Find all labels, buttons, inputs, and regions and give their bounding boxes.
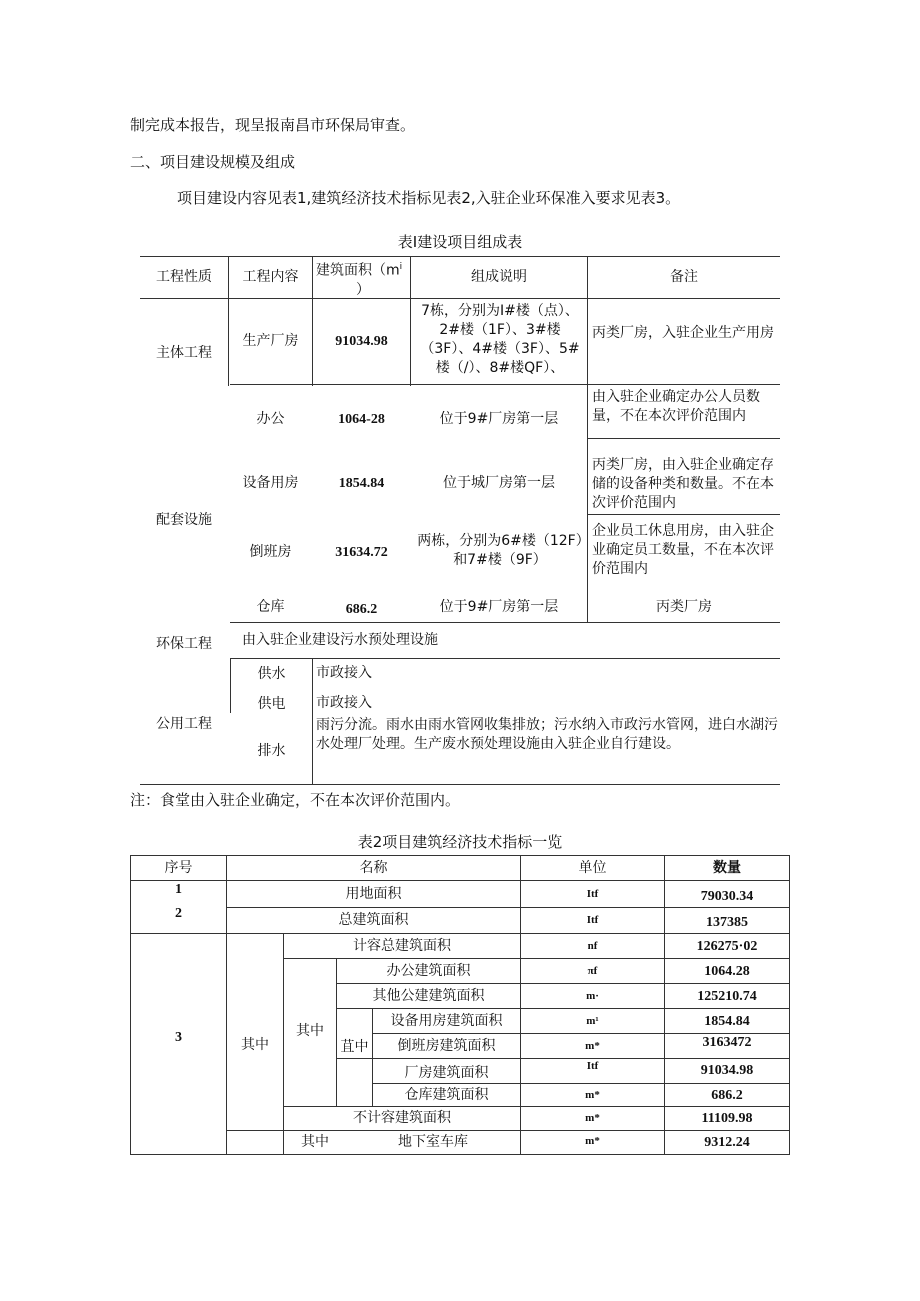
t1-header-area: 建筑面积（$m^i$ ）: [316, 262, 403, 298]
t2-row-unit: m*: [585, 1039, 600, 1052]
t1-support-desc: 位于9#厂房第一层: [439, 598, 559, 615]
t2-header-no: 序号: [164, 859, 193, 876]
t2-row-unit: m*: [585, 1088, 600, 1101]
t1-public-label: 排水: [257, 742, 286, 759]
t1-public-text: 市政接入: [316, 665, 372, 681]
t2-header-name: 名称: [359, 859, 388, 876]
t2-row-no: 3: [175, 1029, 182, 1045]
t1-support-area: 1064-28: [338, 411, 385, 427]
t1-support-content: 仓库: [256, 598, 285, 615]
t2-row-name: 办公建筑面积: [386, 962, 471, 979]
t2-row-qty: 3163472: [702, 1034, 752, 1050]
t1-support-area: 31634.72: [335, 544, 388, 560]
t2-row-name: 厂房建筑面积: [404, 1064, 489, 1081]
table1-caption: 表I建设项目组成表: [397, 233, 523, 251]
t2-row-name: 其他公建建筑面积: [372, 987, 485, 1004]
t2-row-name: 计容总建筑面积: [353, 937, 451, 954]
t1-header-desc: 组成说明: [471, 268, 527, 285]
t2-row-name: 总建筑面积: [338, 912, 409, 928]
t2-row-name: 设备用房建筑面积: [390, 1012, 503, 1029]
t1-public-text: 市政接入: [316, 695, 372, 711]
t1-support-area: 1854.84: [338, 475, 385, 491]
t1-support-content: 办公: [256, 410, 285, 427]
t1-main-remark: 丙类厂房，入驻企业生产用房: [592, 325, 774, 341]
t2-row-name: 倒班房建筑面积: [397, 1037, 496, 1054]
t1-env-text: 由入驻企业建设污水预处理设施: [242, 632, 438, 648]
t2-row-qty: 125210.74: [697, 988, 757, 1004]
t1-main-desc: 7栋，分别为I#楼（点）、2#楼（1F）、3#楼（3F）、4#楼（3F）、5#楼（/）、8#楼QF）、: [420, 303, 580, 376]
t2-row-unit: m·: [586, 989, 599, 1002]
t1-header-content: 工程内容: [242, 268, 299, 285]
t2-row-qty: 686.2: [711, 1087, 743, 1103]
t2-row-qty: 137385: [706, 915, 748, 930]
t2-row-unit: m¹: [586, 1014, 599, 1027]
t1-support-remark: 企业员工休息用房，由入驻企业确定员工数量，不在本次评价范围内: [592, 523, 774, 577]
t1-support-content: 倒班房: [249, 543, 292, 560]
t2-row-qty: 11109.98: [701, 1111, 753, 1126]
t2-group-label: 其中: [296, 1022, 324, 1039]
t1-env-nature: 环保工程: [156, 635, 212, 652]
t2-row-unit: πf: [587, 964, 598, 977]
t2-row-name: 仓库建筑面积: [404, 1086, 489, 1103]
table1-note: 注：食堂由入驻企业确定，不在本次评价范围内。: [130, 791, 461, 809]
t2-row-name: 不计容建筑面积: [353, 1110, 451, 1126]
t2-row-no: 2: [175, 905, 182, 921]
t2-row-unit: Itf: [586, 914, 599, 926]
t2-group-label: 其中: [241, 1036, 269, 1053]
t1-header-nature: 工程性质: [156, 268, 212, 285]
t2-row-unit: Itf: [586, 888, 599, 900]
t2-row-qty: 1064.28: [704, 963, 750, 979]
t2-row-qty: 126275·02: [696, 938, 758, 954]
t1-public-text: 雨污分流。雨水由雨水管网收集排放；污水纳入市政污水管网，进白水湖污水处理厂处理。生产废水预处理设施由入驻企业自行建设。: [316, 717, 778, 752]
t2-row-qty: 91034.98: [700, 1062, 754, 1078]
section-heading: 二、项目建设规模及组成: [130, 153, 296, 171]
t1-header-remark: 备注: [670, 268, 698, 285]
t2-row-unit: m*: [585, 1112, 600, 1124]
t2-row-name: 用地面积: [345, 886, 402, 902]
t1-support-remark: 由入驻企业确定办公人员数量，不在本次评价范围内: [592, 389, 760, 424]
t2-row-name: 地下室车库: [398, 1134, 468, 1150]
t1-support-area: 686.2: [345, 601, 378, 617]
t1-support-remark: 丙类厂房: [656, 598, 712, 615]
t2-row-qty: 79030.34: [700, 889, 754, 904]
t2-group-label: 苴中: [340, 1038, 369, 1055]
t1-main-area: 91034.98: [335, 333, 388, 349]
intro-paragraph: 项目建设内容见表1,建筑经济技术指标见表2,入驻企业环保准入要求见表3。: [177, 189, 681, 207]
t1-main-content: 生产厂房: [242, 332, 299, 349]
t1-public-label: 供水: [257, 665, 286, 682]
t1-support-remark: 丙类厂房，由入驻企业确定存储的设备种类和数量。不在本次评价范围内: [592, 457, 774, 511]
t1-support-content: 设备用房: [242, 474, 299, 491]
t2-header-qty: 数量: [713, 859, 741, 876]
t2-row-unit: nf: [587, 939, 598, 952]
t2-row-unit: Itf: [586, 1059, 599, 1072]
t2-group-label: 其中: [301, 1134, 329, 1150]
t1-support-desc: 两栋，分别为6#楼（12F）和7#楼（9F）: [417, 533, 583, 568]
t2-row-no: 1: [175, 881, 182, 897]
t2-row-qty: 1854.84: [704, 1013, 750, 1029]
t2-header-unit: 单位: [578, 859, 607, 876]
t1-support-desc: 位于9#厂房第一层: [439, 410, 559, 427]
t1-public-label: 供电: [257, 695, 286, 712]
t1-main-nature: 主体工程: [156, 344, 212, 361]
table2-caption: 表2项目建筑经济技术指标一览: [357, 833, 563, 851]
t2-row-unit: m*: [585, 1134, 600, 1147]
t1-support-nature: 配套设施: [156, 511, 212, 528]
t1-support-desc: 位于城厂房第一层: [443, 474, 555, 491]
intro-line: 制完成本报告，现呈报南昌市环保局审查。: [130, 116, 416, 134]
t2-row-qty: 9312.24: [704, 1135, 750, 1150]
t1-public-nature: 公用工程: [156, 715, 212, 732]
